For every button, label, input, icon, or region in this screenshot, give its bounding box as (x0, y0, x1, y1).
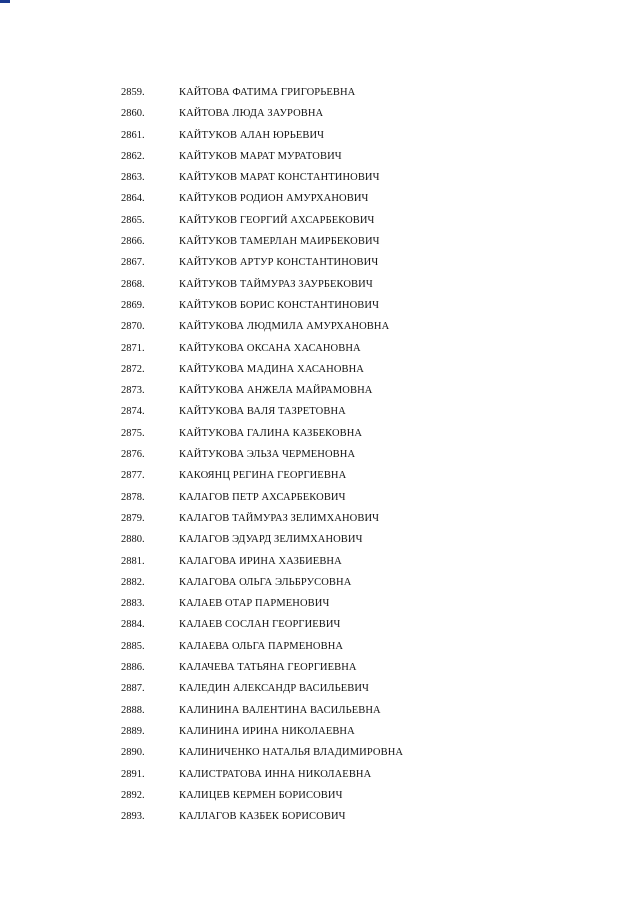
list-item (0, 188, 639, 209)
entry-number: 2888. (121, 704, 145, 716)
list-item (0, 572, 639, 593)
entry-full-name: КАЛЕДИН АЛЕКСАНДР ВАСИЛЬЕВИЧ (179, 683, 369, 695)
entry-full-name: КАЙТУКОВ МАРАТ КОНСТАНТИНОВИЧ (179, 172, 380, 184)
list-item (0, 614, 639, 635)
entry-full-name: КАЙТУКОВ ГЕОРГИЙ АХСАРБЕКОВИЧ (179, 214, 375, 226)
entry-full-name: КАЛЛАГОВ КАЗБЕК БОРИСОВИЧ (179, 811, 346, 823)
entry-full-name: КАЛАГОВ ЭДУАРД ЗЕЛИМХАНОВИЧ (179, 534, 363, 546)
entry-number: 2871. (121, 342, 145, 354)
entry-number: 2882. (121, 576, 145, 588)
entry-full-name: КАЛАЧЕВА ТАТЬЯНА ГЕОРГИЕВНА (179, 662, 357, 674)
entry-full-name: КАЙТОВА ФАТИМА ГРИГОРЬЕВНА (179, 87, 356, 98)
entry-full-name: КАЙТУКОВ АРТУР КОНСТАНТИНОВИЧ (179, 257, 379, 269)
entry-number: 2893. (121, 811, 145, 823)
name-list (0, 82, 639, 827)
entry-full-name: КАЙТУКОВА ГАЛИНА КАЗБЕКОВНА (179, 427, 363, 439)
entry-full-name: КАЙТУКОВА ЛЮДМИЛА АМУРХАНОВНА (179, 321, 390, 333)
entry-full-name: КАЛАГОВ ТАЙМУРАЗ ЗЕЛИМХАНОВИЧ (179, 512, 380, 524)
entry-full-name: КАЙТУКОВ ТАЙМУРАЗ ЗАУРБЕКОВИЧ (179, 278, 373, 290)
scan-corner-mark (0, 0, 10, 3)
list-item (0, 636, 639, 657)
list-item (0, 167, 639, 188)
list-item (0, 721, 639, 742)
entry-full-name: КАЙТУКОВА МАДИНА ХАСАНОВНА (179, 363, 364, 375)
entry-number: 2884. (121, 619, 145, 631)
list-item (0, 295, 639, 316)
entry-number: 2881. (121, 555, 145, 567)
list-item (0, 444, 639, 465)
entry-full-name: КАЛАЕВ ОТАР ПАРМЕНОВИЧ (179, 598, 330, 610)
list-item (0, 508, 639, 529)
entry-number: 2878. (121, 491, 145, 503)
entry-number: 2875. (121, 427, 145, 439)
entry-full-name: КАЛАГОВ ПЕТР АХСАРБЕКОВИЧ (179, 491, 346, 503)
entry-full-name: КАЛИНИНА ВАЛЕНТИНА ВАСИЛЬЕВНА (179, 704, 381, 716)
entry-full-name: КАЙТУКОВА ВАЛЯ ТАЗРЕТОВНА (179, 406, 346, 418)
entry-number: 2869. (121, 299, 145, 311)
list-item (0, 487, 639, 508)
entry-full-name: КАЙТУКОВ МАРАТ МУРАТОВИЧ (179, 150, 342, 162)
list-item (0, 252, 639, 273)
entry-full-name: КАЙТУКОВА АНЖЕЛА МАЙРАМОВНА (179, 385, 373, 397)
entry-full-name: КАЛИНИЧЕНКО НАТАЛЬЯ ВЛАДИМИРОВНА (179, 747, 404, 759)
entry-full-name: КАЙТУКОВ БОРИС КОНСТАНТИНОВИЧ (179, 299, 380, 311)
entry-number: 2861. (121, 129, 145, 141)
list-item (0, 700, 639, 721)
list-item (0, 316, 639, 337)
entry-number: 2867. (121, 257, 145, 269)
list-item (0, 338, 639, 359)
list-item (0, 359, 639, 380)
entry-number: 2892. (121, 789, 145, 801)
list-item (0, 380, 639, 401)
list-item (0, 764, 639, 785)
entry-number: 2870. (121, 321, 145, 333)
list-item (0, 551, 639, 572)
list-item (0, 806, 639, 827)
list-item (0, 785, 639, 806)
entry-full-name: КАЛАЕВ СОСЛАН ГЕОРГИЕВИЧ (179, 619, 341, 631)
entry-number: 2890. (121, 747, 145, 759)
list-item (0, 657, 639, 678)
entry-number: 2865. (121, 214, 145, 226)
entry-number: 2864. (121, 193, 145, 205)
entry-number: 2873. (121, 385, 145, 397)
entry-number: 2860. (121, 108, 145, 120)
entry-number: 2880. (121, 534, 145, 546)
entry-number: 2862. (121, 150, 145, 162)
entry-number: 2887. (121, 683, 145, 695)
entry-full-name: КАКОЯНЦ РЕГИНА ГЕОРГИЕВНА (179, 470, 347, 482)
entry-full-name: КАЙТУКОВ АЛАН ЮРЬЕВИЧ (179, 129, 325, 141)
entry-full-name: КАЙТУКОВА ОКСАНА ХАСАНОВНА (179, 342, 361, 354)
list-item (0, 231, 639, 252)
entry-number: 2877. (121, 470, 145, 482)
entry-number: 2886. (121, 662, 145, 674)
entry-number: 2883. (121, 598, 145, 610)
list-item (0, 742, 639, 763)
entry-number: 2891. (121, 768, 145, 780)
list-item (0, 401, 639, 422)
entry-number: 2863. (121, 172, 145, 184)
entry-number: 2889. (121, 725, 145, 737)
list-item (0, 146, 639, 167)
list-item (0, 210, 639, 231)
entry-full-name: КАЛИЦЕВ КЕРМЕН БОРИСОВИЧ (179, 789, 343, 801)
entry-number: 2859. (121, 87, 145, 98)
entry-number: 2868. (121, 278, 145, 290)
list-item (0, 593, 639, 614)
list-item (0, 103, 639, 124)
entry-full-name: КАЛАЕВА ОЛЬГА ПАРМЕНОВНА (179, 640, 344, 652)
entry-full-name: КАЙТУКОВ РОДИОН АМУРХАНОВИЧ (179, 193, 369, 205)
entry-number: 2874. (121, 406, 145, 418)
list-item (0, 274, 639, 295)
entry-full-name: КАЙТУКОВА ЭЛЬЗА ЧЕРМЕНОВНА (179, 449, 356, 461)
list-item (0, 465, 639, 486)
entry-number: 2872. (121, 363, 145, 375)
entry-full-name: КАЙТОВА ЛЮДА ЗАУРОВНА (179, 108, 324, 120)
list-item (0, 529, 639, 550)
list-item (0, 423, 639, 444)
entry-number: 2879. (121, 512, 145, 524)
entry-full-name: КАЙТУКОВ ТАМЕРЛАН МАИРБЕКОВИЧ (179, 236, 380, 248)
entry-number: 2876. (121, 449, 145, 461)
entry-full-name: КАЛИСТРАТОВА ИННА НИКОЛАЕВНА (179, 768, 372, 780)
entry-number: 2885. (121, 640, 145, 652)
list-item (0, 125, 639, 146)
entry-full-name: КАЛАГОВА ИРИНА ХАЗБИЕВНА (179, 555, 342, 567)
entry-number: 2866. (121, 236, 145, 248)
list-item (0, 678, 639, 699)
entry-full-name: КАЛИНИНА ИРИНА НИКОЛАЕВНА (179, 725, 355, 737)
list-item (0, 82, 639, 103)
entry-full-name: КАЛАГОВА ОЛЬГА ЭЛЬБРУСОВНА (179, 576, 352, 588)
